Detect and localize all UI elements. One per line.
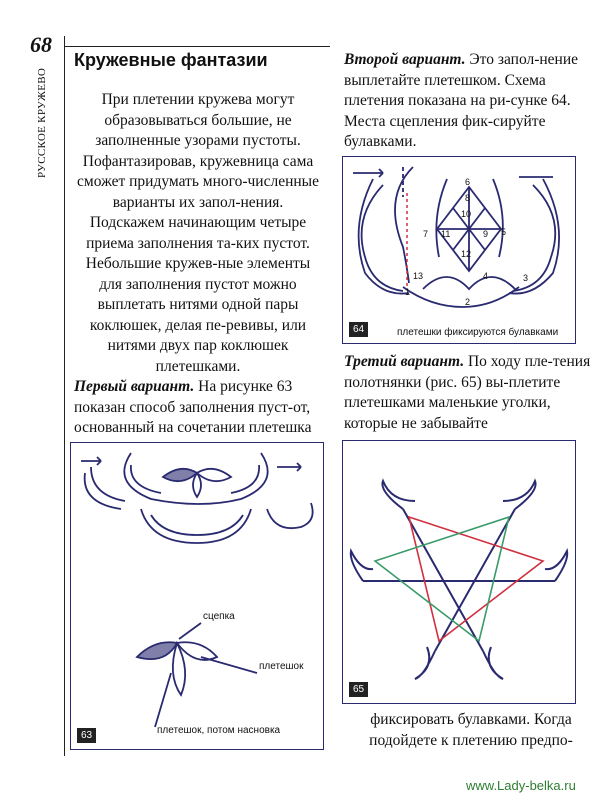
label-pleteshok-nasnovka: плетешок, потом насновка [157,725,281,736]
point-7: 7 [423,229,429,239]
figure-63 [70,442,324,750]
variant3-text: По ходу пле-тения полотнянки (рис. 65) вы-плетите плетешками маленькие уголки, которые не забывайте [344,353,591,432]
point-6: 6 [465,177,471,187]
figure-65-drawing [343,441,575,703]
point-10: 10 [461,209,472,219]
figure-64-caption: плетешки фиксируются булавками [397,327,559,338]
point-3: 3 [523,273,529,283]
figure-63-number: 63 [77,728,96,743]
variant3-paragraph [344,352,594,434]
right-column [344,50,594,153]
variant1-title: Первый вариант. [74,378,195,395]
figure-65-number: 65 [349,682,368,697]
point-12: 12 [461,249,472,259]
figure-64 [342,156,576,344]
point-2: 2 [465,297,471,307]
header-rule [64,46,330,47]
point-8: 8 [465,193,471,203]
variant3-block [344,352,594,434]
side-rule [64,36,65,756]
footer-site-link[interactable]: www.Lady-belka.ru [466,778,576,793]
continuation-text: фиксировать булавками. Когда подойдете к плетению предпо- [369,711,573,749]
variant2-text: Это запол-нение выплетайте плетешком. Схема плетения показана на ри-сунке 64. Места сцепления фик-сируйте булавками. [344,51,579,150]
variant3-title: Третий вариант. [344,353,465,370]
figure-64-number: 64 [349,322,368,337]
variant2-title: Второй вариант. [344,51,466,68]
left-column [74,90,322,459]
variant1-text: На рисунке 63 показан способ заполнения пуст-от, основанный на сочетании плетешка [74,378,312,436]
side-label: РУССКОЕ КРУЖЕВО [36,67,48,178]
point-5: 5 [501,227,507,237]
page-number: 68 [30,32,52,57]
figure-64-drawing [343,157,575,343]
section-heading: Кружевные фантазии [74,50,268,70]
intro-paragraph: При плетении кружева могут образовываться большие, не заполненные узорами пустоты. Пофантазировав, кружевница сама сможет придумать много-численные варианты их запол-нения. Подскажем начинающим четыре приема заполнения та-ких пустот. Небольшие кружев-ные элементы для заполнения пустот можно выплетать нитями одной пары коклюшек, делая пе-ревивы, или нитями двух пар коклюшек плетешками. [77,91,319,375]
point-11: 11 [441,229,451,239]
label-scepka: сцепка [203,611,235,622]
point-1: 1 [405,287,411,297]
point-13: 13 [413,271,424,281]
figure-65 [342,440,576,704]
variant2-paragraph [344,50,594,153]
point-4: 4 [483,271,489,281]
label-pleteshok: плетешок [259,661,304,672]
point-9: 9 [483,229,489,239]
figure-63-drawing [71,443,323,749]
